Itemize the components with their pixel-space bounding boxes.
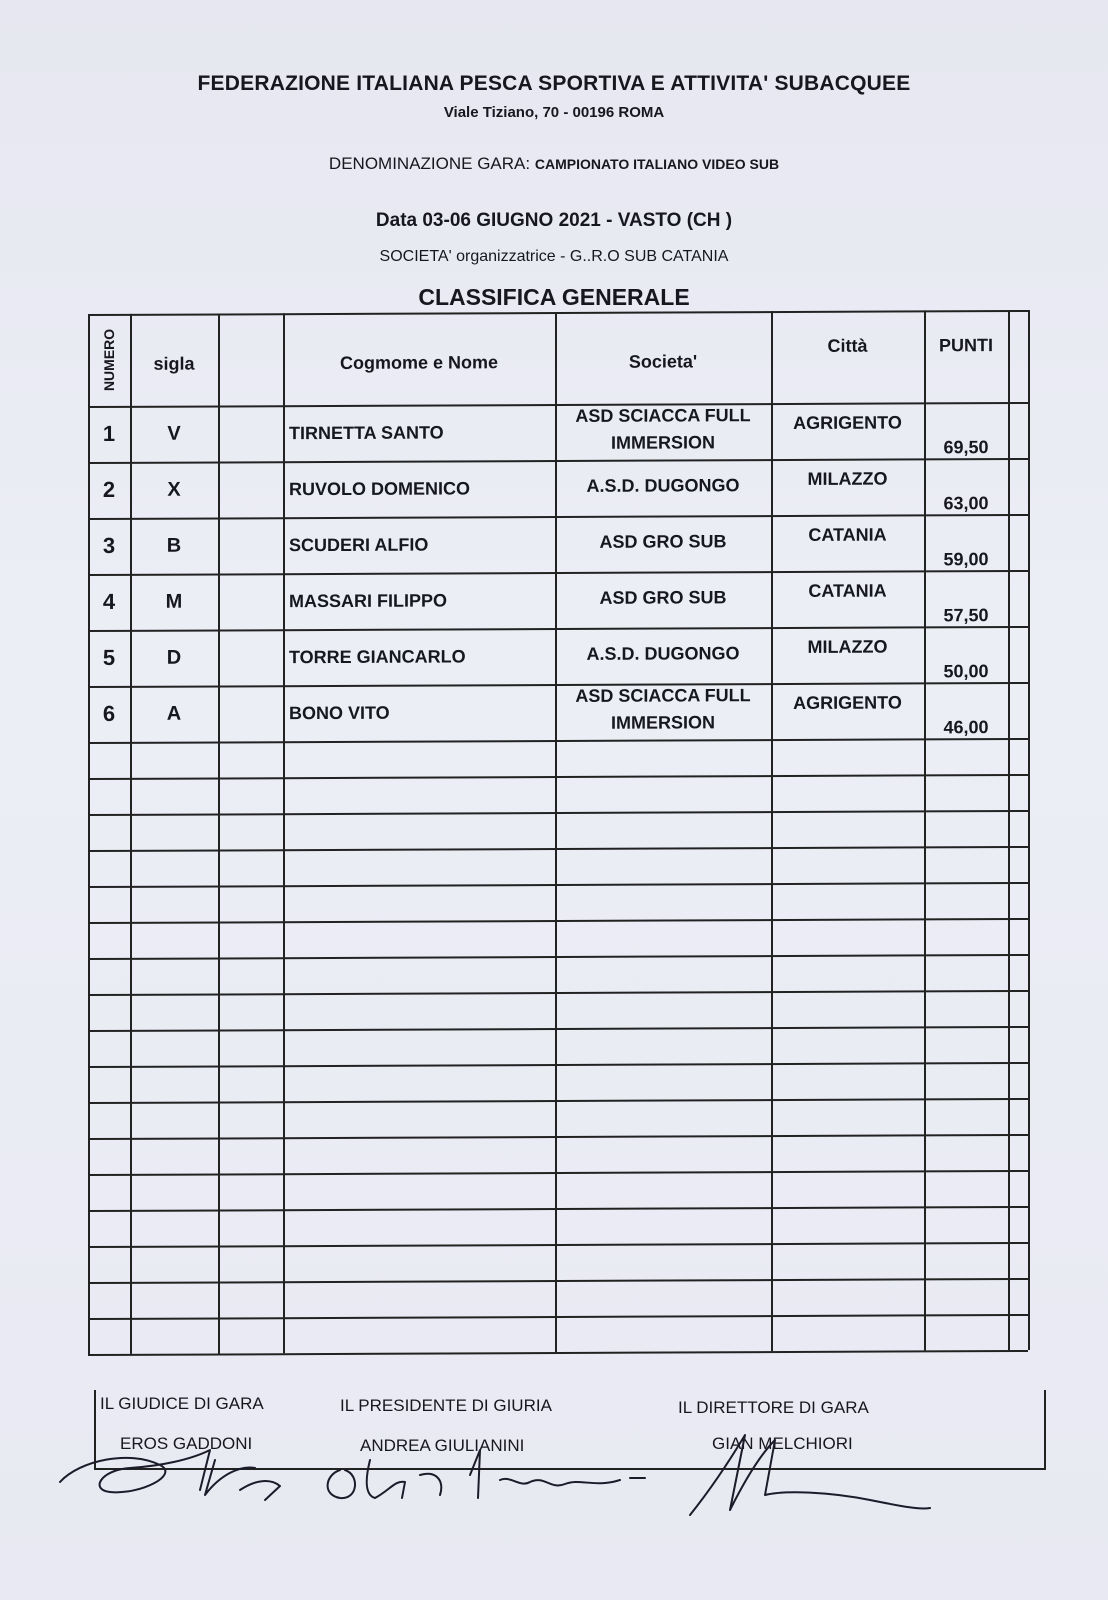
director-role: IL DIRETTORE DI GARA bbox=[678, 1398, 869, 1417]
societa-line: IMMERSION bbox=[610, 712, 715, 733]
row-societa bbox=[555, 515, 771, 568]
societa-line: IMMERSION bbox=[610, 432, 715, 453]
row-name: TIRNETTA SANTO bbox=[289, 421, 444, 443]
judge-name: EROS GADDONI bbox=[120, 1434, 253, 1453]
row-punti: 50,00 bbox=[943, 661, 989, 682]
table-rule-h bbox=[88, 774, 1028, 780]
row-numero: 3 bbox=[102, 532, 116, 558]
column-header-numero: NUMERO bbox=[101, 328, 117, 392]
societa-line: ASD GRO SUB bbox=[599, 586, 727, 608]
signature-judge bbox=[60, 1450, 280, 1500]
judge-role: IL GIUDICE DI GARA bbox=[100, 1394, 264, 1413]
row-name: TORRE GIANCARLO bbox=[289, 645, 466, 667]
row-punti: 59,00 bbox=[943, 549, 989, 570]
signature-director bbox=[690, 1435, 930, 1515]
table-rule-v bbox=[1028, 310, 1030, 1350]
row-citta: CATANIA bbox=[808, 524, 887, 545]
federation-address: Viale Tiziano, 70 - 00196 ROMA bbox=[443, 104, 665, 121]
column-header-sigla: sigla bbox=[153, 353, 195, 374]
row-citta: MILAZZO bbox=[807, 636, 888, 657]
president-role: IL PRESIDENTE DI GIURIA bbox=[340, 1396, 552, 1415]
row-sigla: V bbox=[167, 422, 181, 445]
table-rule-h bbox=[88, 954, 1028, 960]
row-citta: AGRIGENTO bbox=[793, 691, 902, 713]
row-name: RUVOLO DOMENICO bbox=[289, 477, 471, 499]
row-citta: AGRIGENTO bbox=[793, 411, 902, 433]
event-line bbox=[0, 154, 1108, 174]
societa-line: A.S.D. DUGONGO bbox=[586, 474, 740, 496]
event-name: CAMPIONATO ITALIANO VIDEO SUB bbox=[534, 156, 780, 172]
row-societa bbox=[555, 627, 771, 680]
row-societa bbox=[555, 571, 771, 624]
event-label: DENOMINAZIONE GARA: bbox=[328, 154, 531, 173]
societa-line: ASD SCIACCA FULL bbox=[575, 685, 751, 706]
row-punti: 57,50 bbox=[943, 605, 989, 626]
row-name: BONO VITO bbox=[289, 702, 390, 723]
row-societa bbox=[555, 459, 771, 512]
column-header-citta: Città bbox=[827, 335, 868, 356]
row-numero: 1 bbox=[102, 420, 116, 446]
table-rule-h bbox=[88, 1134, 1028, 1140]
row-name: MASSARI FILIPPO bbox=[289, 589, 448, 611]
row-numero: 2 bbox=[102, 476, 116, 502]
column-header-punti: PUNTI bbox=[939, 334, 993, 355]
table-rule-h bbox=[88, 1350, 1028, 1356]
table-rule-h bbox=[88, 1026, 1028, 1032]
row-numero: 4 bbox=[102, 588, 116, 614]
table-rule-h bbox=[88, 1314, 1028, 1320]
table-rule-h bbox=[88, 1242, 1028, 1248]
societa-line: ASD SCIACCA FULL bbox=[575, 405, 751, 426]
societa-line: A.S.D. DUGONGO bbox=[586, 642, 740, 664]
table-rule-h bbox=[88, 1170, 1028, 1176]
signature-president bbox=[328, 1450, 645, 1498]
row-sigla: M bbox=[165, 590, 183, 613]
row-numero: 5 bbox=[102, 644, 116, 670]
event-date: Data 03-06 GIUGNO 2021 - VASTO (CH ) bbox=[375, 210, 733, 231]
row-societa bbox=[555, 403, 771, 456]
row-sigla: D bbox=[166, 646, 182, 669]
row-punti: 46,00 bbox=[943, 717, 989, 738]
president-name: ANDREA GIULIANINI bbox=[360, 1436, 525, 1455]
table-rule-h bbox=[88, 810, 1028, 816]
table-rule-h bbox=[88, 1206, 1028, 1212]
table-rule-h bbox=[88, 918, 1028, 924]
row-numero: 6 bbox=[102, 700, 116, 726]
societa-line: ASD GRO SUB bbox=[599, 530, 727, 552]
row-punti: 63,00 bbox=[943, 493, 989, 514]
row-punti: 69,50 bbox=[943, 437, 989, 458]
row-sigla: X bbox=[167, 478, 181, 501]
row-citta: MILAZZO bbox=[807, 468, 888, 489]
organizer: SOCIETA' organizzatrice - G..R.O SUB CATANIA bbox=[379, 248, 729, 265]
row-name: SCUDERI ALFIO bbox=[289, 534, 429, 555]
table-rule-h bbox=[88, 1098, 1028, 1104]
row-sigla: B bbox=[166, 534, 182, 557]
row-citta: CATANIA bbox=[808, 580, 887, 601]
director-name: GIAN MELCHIORI bbox=[712, 1434, 853, 1453]
ranking-title: CLASSIFICA GENERALE bbox=[418, 284, 690, 310]
table-rule-v bbox=[1008, 310, 1010, 1350]
ranking-table bbox=[88, 310, 1028, 1354]
federation-name: FEDERAZIONE ITALIANA PESCA SPORTIVA E ATTIVITA' SUBACQUEE bbox=[197, 72, 911, 95]
table-rule-v bbox=[218, 313, 220, 1353]
row-societa bbox=[555, 683, 771, 736]
table-rule-h bbox=[88, 882, 1028, 888]
table-rule-h bbox=[88, 990, 1028, 996]
table-rule-h bbox=[88, 846, 1028, 852]
handwritten-signatures bbox=[40, 1420, 960, 1540]
table-rule-h bbox=[88, 1278, 1028, 1284]
column-header-societa: Societa' bbox=[628, 350, 698, 372]
column-header-name: Cogmome e Nome bbox=[339, 351, 499, 373]
row-sigla: A bbox=[166, 702, 182, 725]
table-rule-h bbox=[88, 1062, 1028, 1068]
